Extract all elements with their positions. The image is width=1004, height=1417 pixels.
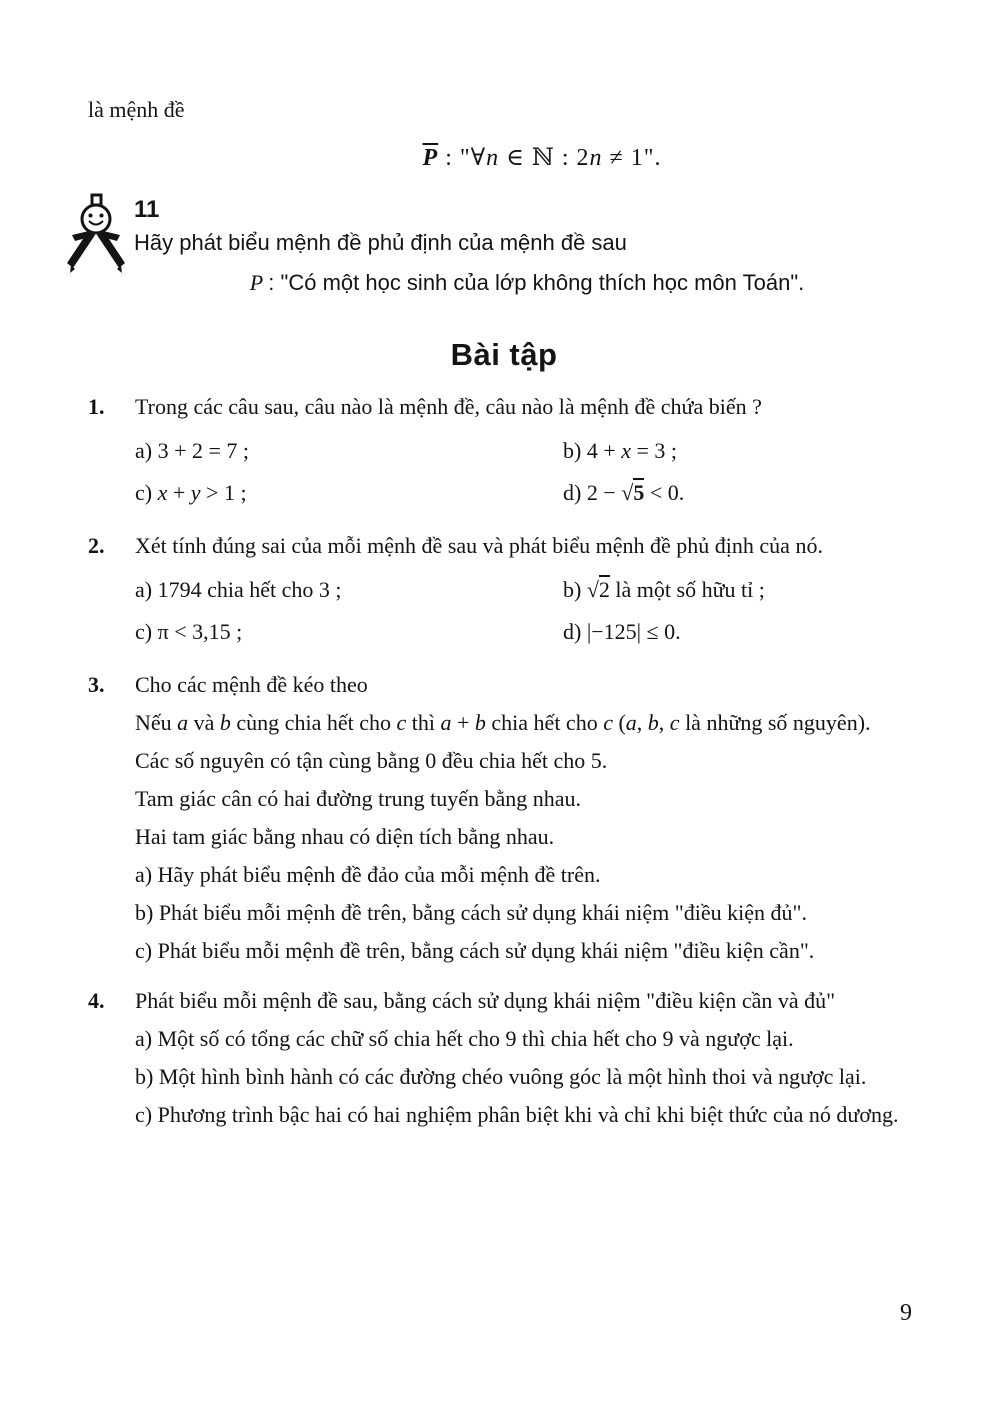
exercise-2-option-c: c) π < 3,15 ;: [135, 619, 243, 644]
exercise-2-body: [135, 528, 920, 653]
exercise-4-number: 4.: [88, 988, 105, 1013]
exercise-2-number: 2.: [88, 533, 105, 558]
exercise-1-number: 1.: [88, 394, 105, 419]
exercise-4: [88, 983, 920, 1133]
activity-prompt: Hãy phát biểu mệnh đề phủ định của mệnh đề sau: [134, 230, 627, 255]
exercise-1-options: [135, 430, 920, 514]
exercise-3-part-c: c) Phát biểu mỗi mệnh đề trên, bằng cách sử dụng khái niệm "điều kiện cần".: [135, 938, 815, 963]
exercise-4-text: Phát biểu mỗi mệnh đề sau, bằng cách sử dụng khái niệm "điều kiện cần và đủ": [135, 988, 836, 1013]
intro-text: là mệnh đề: [88, 97, 185, 122]
exercise-3-part-b: b) Phát biểu mỗi mệnh đề trên, bằng cách sử dụng khái niệm "điều kiện đủ".: [135, 900, 808, 925]
exercise-4-part-a: a) Một số có tổng các chữ số chia hết cho 9 thì chia hết cho 9 và ngược lại.: [135, 1026, 794, 1051]
exercise-3-body: [135, 667, 920, 969]
exercise-3-statement-1: Nếu a và b cùng chia hết cho c thì a + b chia hết cho c (a, b, c là những số nguyên).: [135, 710, 871, 735]
page-number: 9: [900, 1300, 912, 1326]
exercise-2-option-a: a) 1794 chia hết cho 3 ;: [135, 577, 342, 602]
exercise-2-option-d: d) |−125| ≤ 0.: [563, 619, 681, 644]
exercise-1-text: Trong các câu sau, câu nào là mệnh đề, câu nào là mệnh đề chứa biến ?: [135, 394, 762, 419]
activity-statement: P : "Có một học sinh của lớp không thích học môn Toán".: [249, 270, 805, 295]
exercise-2-options: [135, 569, 920, 653]
exercise-3-text: Cho các mệnh đề kéo theo: [135, 672, 368, 697]
exercise-3-statement-3: Tam giác cân có hai đường trung tuyến bằng nhau.: [135, 786, 581, 811]
exercise-3-part-a: a) Hãy phát biểu mệnh đề đảo của mỗi mệnh đề trên.: [135, 862, 601, 887]
section-title: Bài tập: [450, 337, 558, 372]
activity-number: 11: [134, 196, 160, 223]
exercise-4-part-b: b) Một hình bình hành có các đường chéo vuông góc là một hình thoi và ngược lại.: [135, 1064, 867, 1089]
negation-formula: $\overline{P}$ : "∀n ∈ ℕ : 2n ≠ 1".: [422, 145, 662, 171]
exercise-3-number: 3.: [88, 672, 105, 697]
activity-11: [88, 197, 920, 299]
exercise-1-option-a: a) 3 + 2 = 7 ;: [135, 438, 250, 463]
page-content: [88, 95, 920, 1133]
exercise-1-option-d: d) 2 − √5 < 0.: [563, 480, 685, 505]
exercise-4-part-c: c) Phương trình bậc hai có hai nghiệm phân biệt khi và chỉ khi biệt thức của nó dương.: [135, 1102, 899, 1127]
exercise-3-statement-2: Các số nguyên có tận cùng bằng 0 đều chia hết cho 5.: [135, 748, 608, 773]
exercise-2: [88, 528, 920, 653]
exercise-4-body: [135, 983, 920, 1133]
exercise-3: [88, 667, 920, 969]
exercise-3-statement-4: Hai tam giác bằng nhau có diện tích bằng nhau.: [135, 824, 555, 849]
compass-icon: [58, 193, 134, 273]
exercise-1-option-c: c) x + y > 1 ;: [135, 480, 247, 505]
exercise-1-option-b: b) 4 + x = 3 ;: [563, 438, 678, 463]
exercise-2-option-b: b) √2 là một số hữu tỉ ;: [563, 577, 765, 602]
exercise-2-text: Xét tính đúng sai của mỗi mệnh đề sau và phát biểu mệnh đề phủ định của nó.: [135, 533, 823, 558]
exercise-1: [88, 389, 920, 514]
exercise-1-body: [135, 389, 920, 514]
